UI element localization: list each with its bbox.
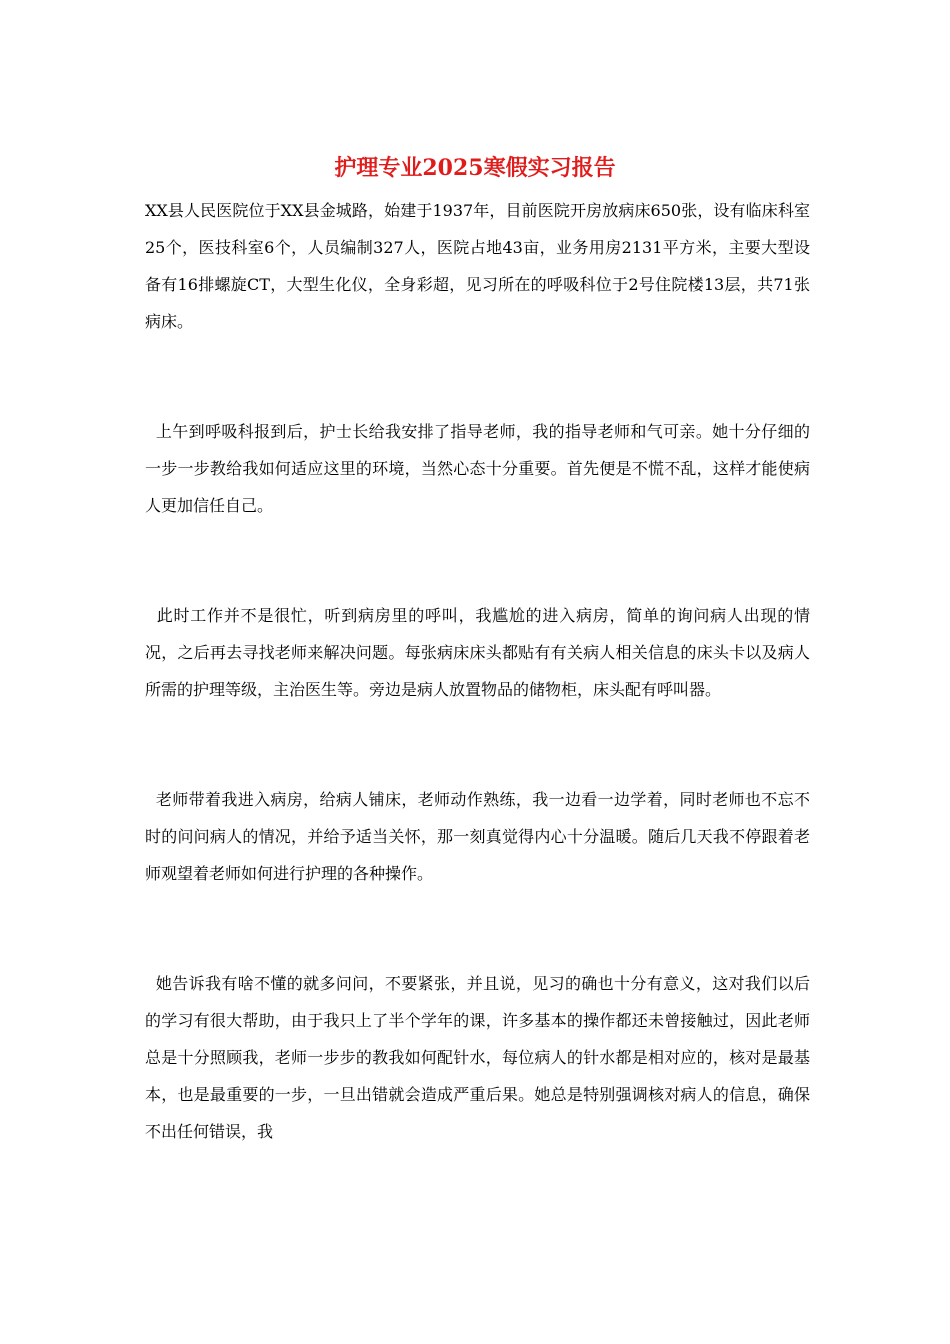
paragraph-gap xyxy=(145,340,810,413)
paragraph-gap xyxy=(145,708,810,781)
paragraph-advice: 她告诉我有啥不懂的就多问问，不要紧张，并且说，见习的确也十分有意义，这对我们以后的学习有很大帮助，由于我只上了半个学年的课，许多基本的操作都还未曾接触过，因此老师总是十分照顾我，老师一步步的教我如何配针水，每位病人的针水都是相对应的，核对是最基本，也是最重要的一步，一旦出错就会造成严重后果。她总是特别强调核对病人的信息，确保不出任何错误，我 xyxy=(145,974,810,1141)
paragraph-arrival: 上午到呼吸科报到后，护士长给我安排了指导老师，我的指导老师和气可亲。她十分仔细的一步一步教给我如何适应这里的环境，当然心态十分重要。首先便是不慌不乱，这样才能使病人更加信任自己。 xyxy=(145,422,810,515)
paragraph-bed-making: 老师带着我进入病房，给病人铺床，老师动作熟练，我一边看一边学着，同时老师也不忘不时的问问病人的情况，并给予适当关怀，那一刻真觉得内心十分温暖。随后几天我不停跟着老师观望着老师如何进行护理的各种操作。 xyxy=(145,790,810,883)
document-title: 护理专业2025寒假实习报告 xyxy=(334,155,616,181)
paragraph-gap xyxy=(145,524,810,597)
paragraph-gap xyxy=(145,892,810,965)
document-body xyxy=(145,192,810,1150)
paragraph-ward: 此时工作并不是很忙，听到病房里的呼叫，我尴尬的进入病房，简单的询问病人出现的情况，之后再去寻找老师来解决问题。每张病床床头都贴有有关病人相关信息的床头卡以及病人所需的护理等级，主治医生等。旁边是病人放置物品的储物柜，床头配有呼叫器。 xyxy=(145,606,810,699)
paragraph-hospital-intro: XX县人民医院位于XX县金城路，始建于1937年，目前医院开房放病床650张，设有临床科室25个，医技科室6个，人员编制327人，医院占地43亩，业务用房2131平方米，主要大型设备有16排螺旋CT，大型生化仪，全身彩超，见习所在的呼吸科位于2号住院楼13层，共71张病床。 xyxy=(145,201,810,331)
